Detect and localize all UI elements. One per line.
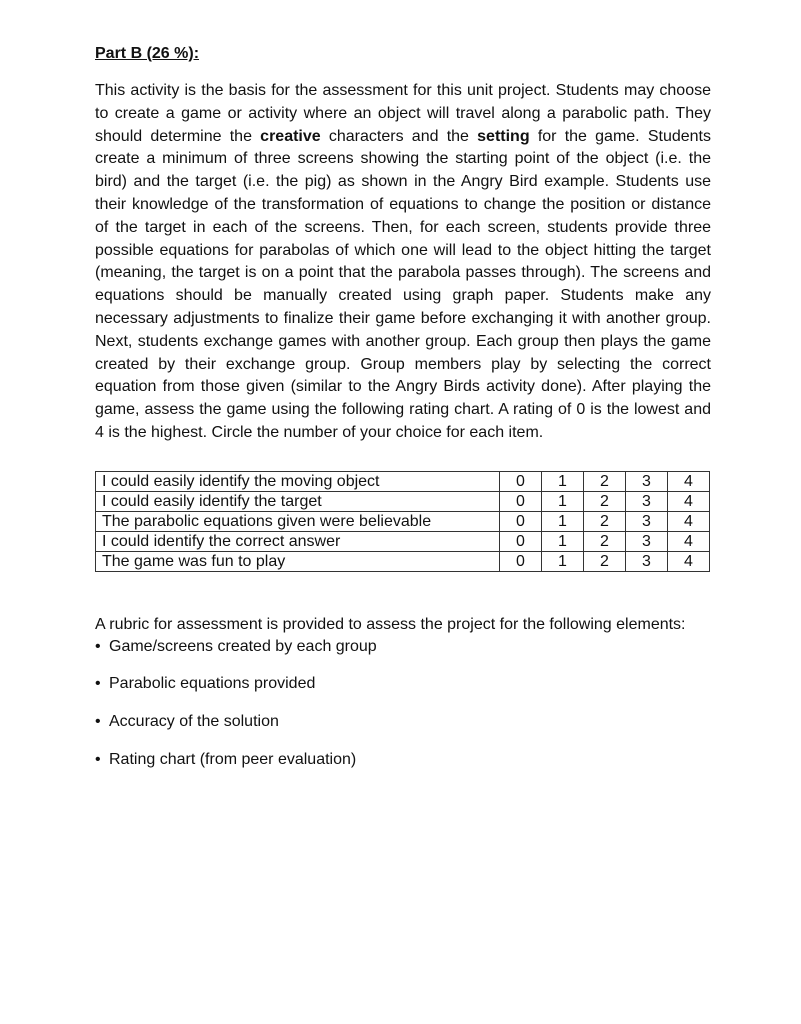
rating-score-4[interactable]: 4 — [668, 551, 710, 571]
rating-score-2[interactable]: 2 — [584, 491, 626, 511]
rating-score-2[interactable]: 2 — [584, 511, 626, 531]
rating-score-1[interactable]: 1 — [542, 471, 584, 491]
rubric-item-text: Rating chart (from peer evaluation) — [109, 750, 357, 768]
rating-score-3[interactable]: 3 — [626, 531, 668, 551]
rubric-intro: A rubric for assessment is provided to assess the project for the following elements: — [95, 615, 686, 633]
rating-row — [96, 531, 710, 551]
rating-chart-table — [95, 471, 710, 572]
rubric-item-text: Game/screens created by each group — [109, 637, 377, 655]
bullet-icon: • — [95, 674, 101, 692]
rating-item: The game was fun to play — [96, 551, 500, 571]
rubric-item-text: Parabolic equations provided — [109, 674, 316, 692]
rubric-item — [95, 673, 711, 695]
rating-score-3[interactable]: 3 — [626, 551, 668, 571]
bullet-icon: • — [95, 750, 101, 768]
setting-emphasis: setting — [477, 127, 530, 145]
rating-score-0[interactable]: 0 — [500, 491, 542, 511]
rating-item: I could easily identify the moving object — [96, 471, 500, 491]
rating-score-2[interactable]: 2 — [584, 551, 626, 571]
rating-score-1[interactable]: 1 — [542, 491, 584, 511]
bullet-icon: • — [95, 637, 101, 655]
rating-score-1[interactable]: 1 — [542, 531, 584, 551]
rating-score-3[interactable]: 3 — [626, 511, 668, 531]
rating-score-0[interactable]: 0 — [500, 531, 542, 551]
rubric-item — [95, 711, 711, 733]
rating-row — [96, 511, 710, 531]
rating-score-2[interactable]: 2 — [584, 471, 626, 491]
rating-score-2[interactable]: 2 — [584, 531, 626, 551]
description-text-2: characters and the — [320, 127, 478, 145]
rating-score-1[interactable]: 1 — [542, 551, 584, 571]
rating-score-4[interactable]: 4 — [668, 471, 710, 491]
description-text-1: This activity is the basis for the assessment for this unit project. Students may choose to create a game or activity where an object will travel along a parabolic path. They should determine the — [95, 82, 711, 145]
rating-row — [96, 471, 710, 491]
rating-item: The parabolic equations given were believable — [96, 511, 500, 531]
rubric-item — [95, 636, 711, 658]
rating-score-4[interactable]: 4 — [668, 511, 710, 531]
rating-score-0[interactable]: 0 — [500, 551, 542, 571]
rating-score-4[interactable]: 4 — [668, 491, 710, 511]
bullet-icon: • — [95, 712, 101, 730]
rating-score-4[interactable]: 4 — [668, 531, 710, 551]
rating-score-0[interactable]: 0 — [500, 511, 542, 531]
rating-score-3[interactable]: 3 — [626, 491, 668, 511]
rating-score-1[interactable]: 1 — [542, 511, 584, 531]
rubric-item-text: Accuracy of the solution — [109, 712, 279, 730]
description-text-3: for the game. Students create a minimum of three screens showing the starting point of the object (i.e. the bird) and the target (i.e. the pig) as shown in the Angry Bird example. Students use their knowledge of the transformation of equations to change the position or distance of the target in each of the screens. Then, for each screen, students provide three possible equations for parabolas of which one will lead to the object hitting the target (meaning, the target is on a point that the parabola passes through). The screens and equations should be manually created using graph paper. Students make any necessary adjustments to finalize their game before exchanging it with another group. Next, students exchange games with another group. Each group then plays the game created by their exchange group. Group members play by selecting the correct equation from those given (similar to the Angry Birds activity done). After playing the game, assess the game using the following rating chart. A rating of 0 is the lowest and 4 is the highest. Circle the number of your choice for each item. — [95, 127, 711, 441]
creative-emphasis: creative — [260, 127, 321, 145]
activity-description — [95, 80, 711, 445]
rating-row — [96, 491, 710, 511]
rating-score-0[interactable]: 0 — [500, 471, 542, 491]
rating-score-3[interactable]: 3 — [626, 471, 668, 491]
rating-item: I could identify the correct answer — [96, 531, 500, 551]
document-page — [95, 44, 711, 771]
section-heading: Part B (26 %): — [95, 45, 200, 62]
rating-item: I could easily identify the target — [96, 491, 500, 511]
rubric-item — [95, 749, 711, 771]
rating-row — [96, 551, 710, 571]
